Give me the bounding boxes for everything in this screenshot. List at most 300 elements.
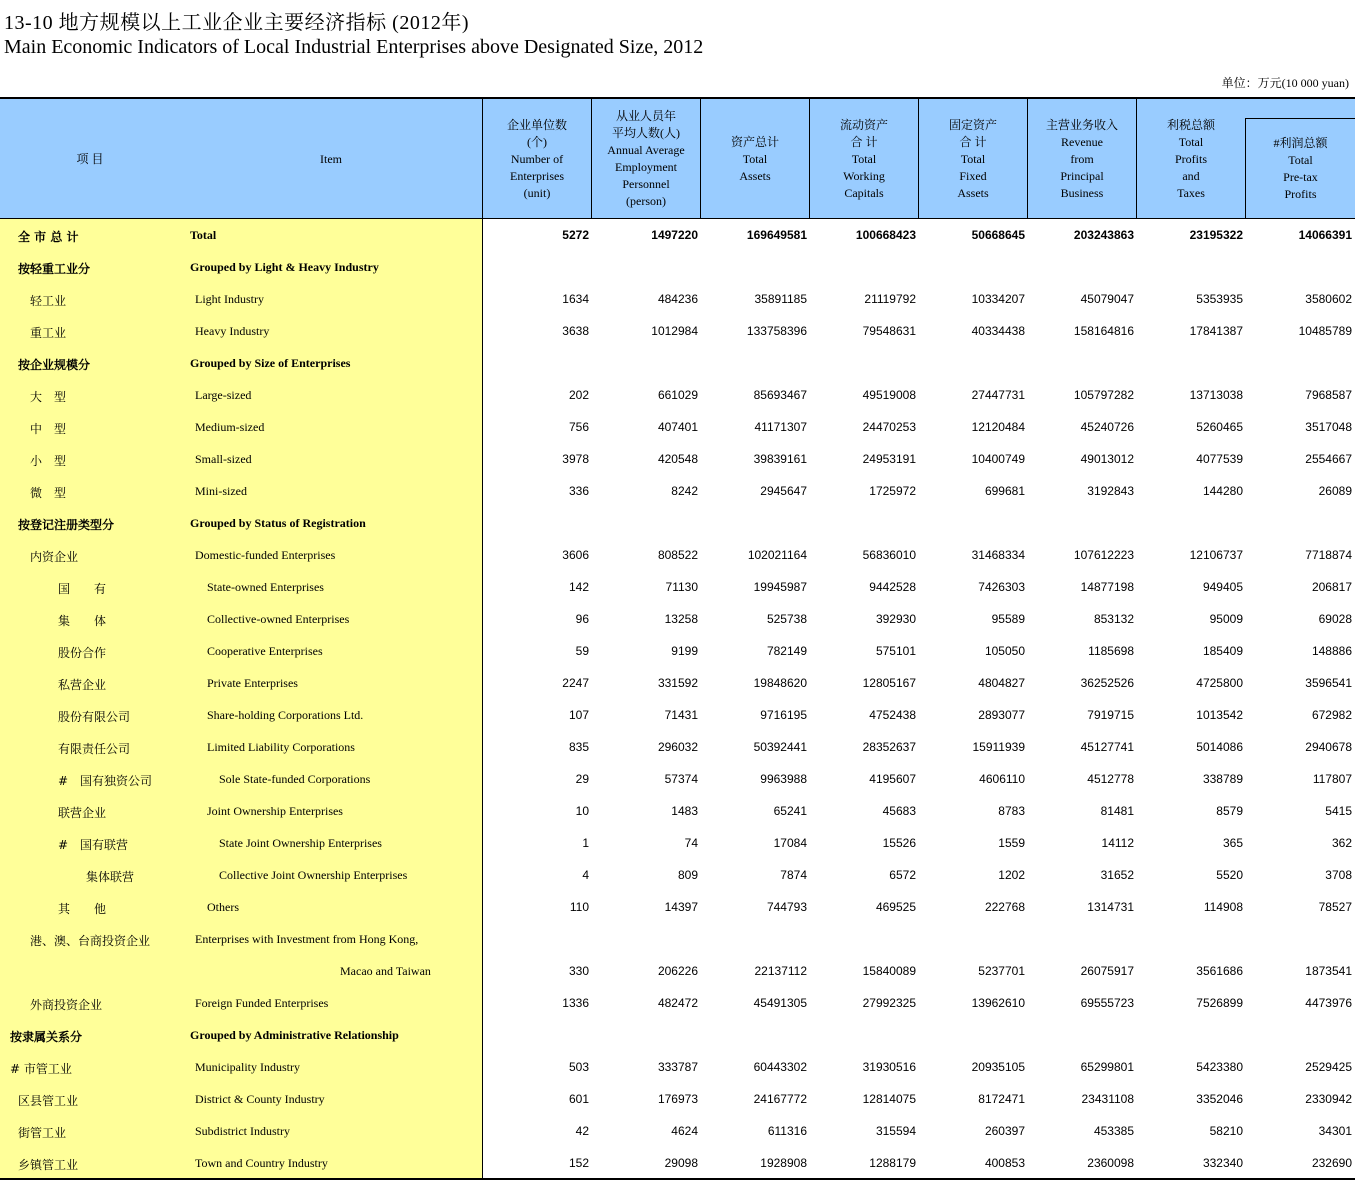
table-cell-value: 9716195: [760, 708, 807, 722]
table-row: [0, 252, 1355, 284]
table-cell-value: 7968587: [1305, 388, 1352, 402]
table-cell-value: 4195607: [869, 772, 916, 786]
header-divider: [591, 99, 592, 219]
table-row: [0, 668, 1355, 700]
table-cell-value: 1559: [998, 836, 1025, 850]
table-cell-value: 14397: [664, 900, 698, 914]
table-cell-value: 601: [568, 1092, 589, 1106]
header-item-en-label: Item: [320, 151, 342, 166]
row-label-en: Collective-owned Enterprises: [207, 612, 350, 626]
table-cell-value: 4804827: [978, 676, 1025, 690]
table-cell-value: 95009: [1209, 612, 1243, 626]
table-row: [0, 444, 1355, 476]
row-label-en: Grouped by Status of Registration: [190, 516, 366, 530]
table-cell-value: 3517048: [1305, 420, 1352, 434]
table-cell-value: 202: [568, 388, 589, 402]
row-label-cn: # 市管工业: [10, 1062, 72, 1076]
header-col-revenue: 主营业务收入 Revenue from Principal Business: [1045, 117, 1118, 200]
row-label-en: Cooperative Enterprises: [207, 644, 323, 658]
table-cell-value: 203243863: [1073, 228, 1134, 242]
row-label-cn: 全 市 总 计: [18, 230, 79, 244]
table-cell-value: 81481: [1100, 804, 1134, 818]
table-cell-value: 1314731: [1087, 900, 1134, 914]
header-divider: [700, 99, 701, 219]
table-row: [0, 1084, 1355, 1116]
table-cell-value: 331592: [657, 676, 698, 690]
table-cell-value: 744793: [766, 900, 807, 914]
table-cell-value: 107: [568, 708, 589, 722]
row-label-en: Grouped by Size of Enterprises: [190, 356, 351, 370]
table-cell-value: 152: [568, 1156, 589, 1170]
header-item-cn: [0, 99, 180, 219]
table-cell-value: 13258: [664, 612, 698, 626]
table-cell-value: 1483: [671, 804, 698, 818]
table-cell-value: 169649581: [746, 228, 807, 242]
table-cell-value: 57374: [664, 772, 698, 786]
table-cell-value: 1928908: [760, 1156, 807, 1170]
table-cell-value: 7718874: [1305, 548, 1352, 562]
table-row: [0, 1020, 1355, 1052]
table-cell-value: 45683: [882, 804, 916, 818]
table-cell-value: 4624: [671, 1124, 698, 1138]
table-cell-value: 835: [568, 740, 589, 754]
table-header: [0, 99, 1355, 219]
row-label-cn: 区县管工业: [18, 1094, 79, 1108]
table-row: [0, 860, 1355, 892]
table-cell-value: 22137112: [754, 964, 807, 978]
table-cell-value: 85693467: [753, 388, 807, 402]
table-cell-value: 107612223: [1073, 548, 1134, 562]
table-cell-value: 133758396: [746, 324, 807, 338]
table-cell-value: 14066391: [1298, 228, 1352, 242]
table-title-chinese: 13-10 地方规模以上工业企业主要经济指标 (2012年): [4, 12, 469, 34]
table-cell-value: 949405: [1202, 580, 1243, 594]
table-cell-value: 14877198: [1080, 580, 1134, 594]
table-row: [0, 1052, 1355, 1084]
table-cell-value: 3606: [562, 548, 589, 562]
table-cell-value: 74: [684, 836, 698, 850]
table-cell-value: 71431: [664, 708, 698, 722]
table-cell-value: 36252526: [1080, 676, 1134, 690]
header-col-enterprises: 企业单位数 (个) Number of Enterprises (unit): [506, 117, 567, 200]
header-divider: [1245, 119, 1246, 219]
row-label-en: Medium-sized: [195, 420, 265, 434]
table-cell-value: 2529425: [1305, 1060, 1352, 1074]
row-label-en: Sole State-funded Corporations: [219, 772, 371, 786]
table-cell-value: 9442528: [869, 580, 916, 594]
table-cell-value: 26075917: [1080, 964, 1134, 978]
table-cell-value: 110: [569, 900, 589, 914]
header-item-en: [180, 99, 482, 219]
table-cell-value: 12120484: [971, 420, 1025, 434]
row-label-en: Grouped by Light & Heavy Industry: [190, 260, 379, 274]
row-label-en: District & County Industry: [195, 1092, 325, 1106]
table-cell-value: 20935105: [971, 1060, 1025, 1074]
table-cell-value: 392930: [875, 612, 916, 626]
table-cell-value: 23431108: [1081, 1092, 1134, 1106]
row-label-cn: 按轻重工业分: [18, 262, 91, 276]
row-label-cn: 股份有限公司: [58, 710, 131, 724]
table-row: [0, 1148, 1355, 1180]
row-label-cn: 按登记注册类型分: [18, 518, 115, 532]
table-cell-value: 453385: [1093, 1124, 1134, 1138]
row-label-cn: # 国有独资公司: [58, 774, 153, 788]
table-cell-value: 4752438: [869, 708, 916, 722]
table-cell-value: 260397: [984, 1124, 1025, 1138]
row-label-en: Foreign Funded Enterprises: [195, 996, 329, 1010]
table-cell-value: 232690: [1311, 1156, 1352, 1170]
table-cell-value: 23195322: [1189, 228, 1243, 242]
table-cell-value: 222768: [984, 900, 1025, 914]
table-row: [0, 892, 1355, 924]
table-cell-value: 1634: [562, 292, 589, 306]
table-cell-value: 333787: [657, 1060, 698, 1074]
table-cell-value: 31468334: [971, 548, 1025, 562]
row-label-cn: 大 型: [30, 390, 67, 404]
table-cell-value: 1013542: [1196, 708, 1243, 722]
table-row: [0, 316, 1355, 348]
table-cell-value: 330: [568, 964, 589, 978]
table-cell-value: 12805167: [862, 676, 916, 690]
row-label-en: Grouped by Administrative Relationship: [190, 1028, 399, 1042]
row-label-en: Collective Joint Ownership Enterprises: [219, 868, 408, 882]
table-row: [0, 1116, 1355, 1148]
row-label-en: Joint Ownership Enterprises: [207, 804, 343, 818]
header-item-cn-label: 项 目: [76, 151, 104, 166]
table-cell-value: 117807: [1312, 772, 1352, 786]
table-cell-value: 17084: [773, 836, 807, 850]
table-cell-value: 56836010: [862, 548, 916, 562]
row-label-cn: 私营企业: [58, 678, 107, 692]
table-cell-value: 49013012: [1080, 452, 1134, 466]
table-row: [0, 540, 1355, 572]
table-cell-value: 10334207: [971, 292, 1025, 306]
table-cell-value: 15840089: [862, 964, 916, 978]
row-label-cn: 内资企业: [30, 550, 79, 564]
header-col-employment: 从业人员年 平均人数(人) Annual Average Employment Personnel (person): [607, 109, 685, 208]
table-cell-value: 8172471: [978, 1092, 1025, 1106]
row-label-cn: 按隶属关系分: [10, 1030, 83, 1044]
table-cell-value: 3580602: [1305, 292, 1352, 306]
row-label-en: Domestic-funded Enterprises: [195, 548, 336, 562]
table-cell-value: 7919715: [1087, 708, 1134, 722]
table-cell-value: 365: [1222, 836, 1243, 850]
table-cell-value: 29098: [664, 1156, 698, 1170]
header-col-assets: 资产总计 Total Assets: [730, 134, 779, 183]
table-cell-value: 105050: [984, 644, 1025, 658]
table-cell-value: 49519008: [862, 388, 916, 402]
table-cell-value: 5423380: [1196, 1060, 1243, 1074]
table-cell-value: 142: [568, 580, 589, 594]
table-cell-value: 65241: [773, 804, 807, 818]
row-label-cn: 微 型: [30, 486, 67, 500]
row-label-cn: 街管工业: [18, 1126, 67, 1140]
table-cell-value: 611316: [767, 1124, 807, 1138]
table-cell-value: 1012984: [651, 324, 698, 338]
table-cell-value: 27447731: [971, 388, 1025, 402]
header-divider: [918, 99, 919, 219]
table-cell-value: 400853: [984, 1156, 1025, 1170]
table-cell-value: 808522: [657, 548, 698, 562]
table-row: [0, 956, 1355, 988]
table-cell-value: 26089: [1318, 484, 1352, 498]
table-cell-value: 782149: [766, 644, 807, 658]
row-label-cn: 乡镇管工业: [18, 1158, 79, 1172]
header-divider: [482, 99, 483, 219]
row-label-cn: 小 型: [30, 454, 67, 468]
table-cell-value: 3192843: [1087, 484, 1134, 498]
table-cell-value: 2893077: [978, 708, 1025, 722]
table-cell-value: 79548631: [862, 324, 916, 338]
table-cell-value: 2940678: [1305, 740, 1352, 754]
table-cell-value: 100668423: [855, 228, 916, 242]
table-cell-value: 65299801: [1080, 1060, 1134, 1074]
header-col-pretax-profits: #利润总额 Total Pre-tax Profits: [1273, 136, 1328, 201]
table-row: [0, 924, 1355, 956]
row-label-cn: 集 体: [58, 614, 107, 628]
table-cell-value: 58210: [1209, 1124, 1243, 1138]
table-title-english: Main Economic Indicators of Local Industrial Enterprises above Designated Size, 2012: [4, 36, 704, 58]
table-cell-value: 3352046: [1196, 1092, 1243, 1106]
table-cell-value: 96: [575, 612, 589, 626]
table-cell-value: 50392441: [753, 740, 807, 754]
table-cell-value: 7526899: [1196, 996, 1243, 1010]
table-cell-value: 206817: [1311, 580, 1352, 594]
table-cell-value: 407401: [657, 420, 698, 434]
table-cell-value: 2360098: [1087, 1156, 1134, 1170]
row-label-en: Mini-sized: [195, 484, 247, 498]
table-cell-value: 15526: [882, 836, 916, 850]
row-label-en: Heavy Industry: [195, 324, 270, 338]
row-label-cn: 中 型: [30, 422, 67, 436]
table-row: [0, 636, 1355, 668]
row-label-cn: 重工业: [30, 326, 67, 340]
table-cell-value: 39839161: [753, 452, 807, 466]
table-cell-value: 69555723: [1080, 996, 1134, 1010]
table-cell-value: 756: [568, 420, 589, 434]
row-label-en: Macao and Taiwan: [340, 964, 431, 978]
table-cell-value: 50668645: [971, 228, 1025, 242]
table-cell-value: 8579: [1216, 804, 1243, 818]
table-cell-value: 9963988: [760, 772, 807, 786]
table-cell-value: 10400749: [971, 452, 1025, 466]
table-cell-value: 28352637: [862, 740, 916, 754]
table-cell-value: 29: [575, 772, 589, 786]
header-divider: [809, 99, 810, 219]
table-row: [0, 220, 1355, 252]
header-col-profits-taxes: 利税总额 Total Profits and Taxes: [1166, 117, 1215, 200]
table-cell-value: 31652: [1100, 868, 1134, 882]
table-cell-value: 2554667: [1305, 452, 1352, 466]
table-cell-value: 19945987: [753, 580, 807, 594]
table-cell-value: 336: [568, 484, 589, 498]
table-cell-value: 41171307: [754, 420, 807, 434]
table-cell-value: 853132: [1093, 612, 1134, 626]
table-cell-value: 10: [575, 804, 589, 818]
table-row: [0, 508, 1355, 540]
table-cell-value: 5014086: [1196, 740, 1243, 754]
table-cell-value: 4: [582, 868, 589, 882]
header-divider: [1136, 99, 1137, 219]
table-cell-value: 296032: [657, 740, 698, 754]
table-row: [0, 604, 1355, 636]
table-row: [0, 572, 1355, 604]
table-cell-value: 148886: [1311, 644, 1352, 658]
table-row: [0, 796, 1355, 828]
row-label-en: Light Industry: [195, 292, 264, 306]
table-cell-value: 45491305: [753, 996, 807, 1010]
header-subdivider: [1245, 118, 1355, 119]
row-label-cn: 联营企业: [58, 806, 107, 820]
table-cell-value: 7426303: [978, 580, 1025, 594]
table-cell-value: 4606110: [979, 772, 1025, 786]
table-cell-value: 45079047: [1080, 292, 1134, 306]
row-label-cn: 股份合作: [58, 646, 107, 660]
table-cell-value: 105797282: [1073, 388, 1134, 402]
row-label-en: Small-sized: [195, 452, 252, 466]
row-label-en: Total: [190, 228, 217, 242]
table-cell-value: 59: [575, 644, 589, 658]
table-cell-value: 5353935: [1196, 292, 1243, 306]
table-cell-value: 78527: [1318, 900, 1352, 914]
table-cell-value: 2945647: [760, 484, 807, 498]
row-label-en: Enterprises with Investment from Hong Kong,: [195, 932, 419, 946]
table-cell-value: 60443302: [753, 1060, 807, 1074]
table-cell-value: 661029: [657, 388, 698, 402]
table-cell-value: 24470253: [862, 420, 916, 434]
table-cell-value: 69028: [1318, 612, 1352, 626]
table-cell-value: 40334438: [971, 324, 1025, 338]
table-cell-value: 13713038: [1189, 388, 1243, 402]
table-cell-value: 4077539: [1196, 452, 1243, 466]
table-cell-value: 1288179: [869, 1156, 916, 1170]
table-cell-value: 10485789: [1298, 324, 1352, 338]
row-label-cn: 有限责任公司: [58, 742, 131, 756]
table-cell-value: 14112: [1101, 836, 1134, 850]
table-cell-value: 1202: [998, 868, 1025, 882]
table-cell-value: 809: [677, 868, 698, 882]
table-row: [0, 732, 1355, 764]
table-cell-value: 21119792: [864, 292, 916, 306]
table-cell-value: 5260465: [1196, 420, 1243, 434]
table-cell-value: 699681: [984, 484, 1025, 498]
row-label-en: Municipality Industry: [195, 1060, 300, 1074]
row-label-cn: 集体联营: [86, 870, 135, 884]
table-cell-value: 12814075: [862, 1092, 916, 1106]
table-cell-value: 338789: [1202, 772, 1243, 786]
table-cell-value: 1725972: [869, 484, 916, 498]
table-cell-value: 12106737: [1189, 548, 1243, 562]
table-row: [0, 764, 1355, 796]
table-cell-value: 1336: [562, 996, 589, 1010]
header-col-working-capital: 流动资产 合 计 Total Working Capitals: [839, 117, 888, 200]
table-cell-value: 34301: [1318, 1124, 1352, 1138]
table-cell-value: 95589: [991, 612, 1025, 626]
table-cell-value: 575101: [875, 644, 916, 658]
table-row: [0, 988, 1355, 1020]
table-cell-value: 8242: [671, 484, 698, 498]
table-cell-value: 315594: [875, 1124, 916, 1138]
table-cell-value: 420548: [657, 452, 698, 466]
table-cell-value: 5520: [1216, 868, 1243, 882]
table-cell-value: 176973: [657, 1092, 698, 1106]
row-label-cn: 其 他: [58, 902, 107, 916]
table-cell-value: 158164816: [1073, 324, 1134, 338]
table-row: [0, 476, 1355, 508]
row-label-en: Large-sized: [195, 388, 252, 402]
table-cell-value: 4473976: [1305, 996, 1352, 1010]
row-label-en: Share-holding Corporations Ltd.: [207, 708, 364, 722]
table-cell-value: 484236: [657, 292, 698, 306]
table-row: [0, 380, 1355, 412]
table-cell-value: 5272: [562, 228, 589, 242]
table-row: [0, 828, 1355, 860]
table-cell-value: 469525: [875, 900, 916, 914]
table-cell-value: 4512778: [1087, 772, 1134, 786]
table-cell-value: 114908: [1203, 900, 1243, 914]
table-cell-value: 35891185: [754, 292, 807, 306]
table-row: [0, 700, 1355, 732]
table-cell-value: 4725800: [1196, 676, 1243, 690]
table-cell-value: 332340: [1202, 1156, 1243, 1170]
table-cell-value: 525738: [766, 612, 807, 626]
row-label-cn: 国 有: [58, 582, 107, 596]
table-cell-value: 7874: [780, 868, 807, 882]
row-label-en: Limited Liability Corporations: [207, 740, 355, 754]
row-label-en: Private Enterprises: [207, 676, 298, 690]
row-label-cn: 轻工业: [30, 294, 67, 308]
table-cell-value: 672982: [1311, 708, 1352, 722]
table-cell-value: 2247: [562, 676, 589, 690]
table-cell-value: 3596541: [1305, 676, 1352, 690]
table-cell-value: 6572: [889, 868, 916, 882]
table-cell-value: 42: [575, 1124, 589, 1138]
row-label-en: State Joint Ownership Enterprises: [219, 836, 382, 850]
table-row: [0, 348, 1355, 380]
table-row: [0, 284, 1355, 316]
table-cell-value: 3708: [1325, 868, 1352, 882]
table-cell-value: 3638: [562, 324, 589, 338]
table-cell-value: 31930516: [862, 1060, 916, 1074]
row-label-cn: 外商投资企业: [30, 998, 103, 1012]
table-cell-value: 19848620: [753, 676, 807, 690]
table-cell-value: 27992325: [862, 996, 916, 1010]
table-cell-value: 17841387: [1189, 324, 1243, 338]
table-cell-value: 503: [568, 1060, 589, 1074]
row-label-cn: 按企业规模分: [18, 358, 91, 372]
table-cell-value: 71130: [665, 580, 698, 594]
table-cell-value: 206226: [657, 964, 698, 978]
table-cell-value: 24167772: [753, 1092, 807, 1106]
row-label-en: Subdistrict Industry: [195, 1124, 290, 1138]
header-col-fixed-assets: 固定资产 合 计 Total Fixed Assets: [948, 117, 997, 200]
table-row: [0, 412, 1355, 444]
row-label-en: Others: [207, 900, 239, 914]
unit-note: 单位：万元(10 000 yuan): [1221, 76, 1349, 90]
table-cell-value: 3978: [562, 452, 589, 466]
table-cell-value: 362: [1331, 836, 1352, 850]
table-cell-value: 5237701: [978, 964, 1025, 978]
table-cell-value: 8783: [998, 804, 1025, 818]
table-cell-value: 144280: [1202, 484, 1243, 498]
table-cell-value: 482472: [657, 996, 698, 1010]
table-cell-value: 5415: [1325, 804, 1352, 818]
table-cell-value: 1873541: [1305, 964, 1352, 978]
table-cell-value: 102021164: [747, 548, 807, 562]
table-cell-value: 185409: [1202, 644, 1243, 658]
table-cell-value: 45127741: [1080, 740, 1134, 754]
header-divider: [1027, 99, 1028, 219]
